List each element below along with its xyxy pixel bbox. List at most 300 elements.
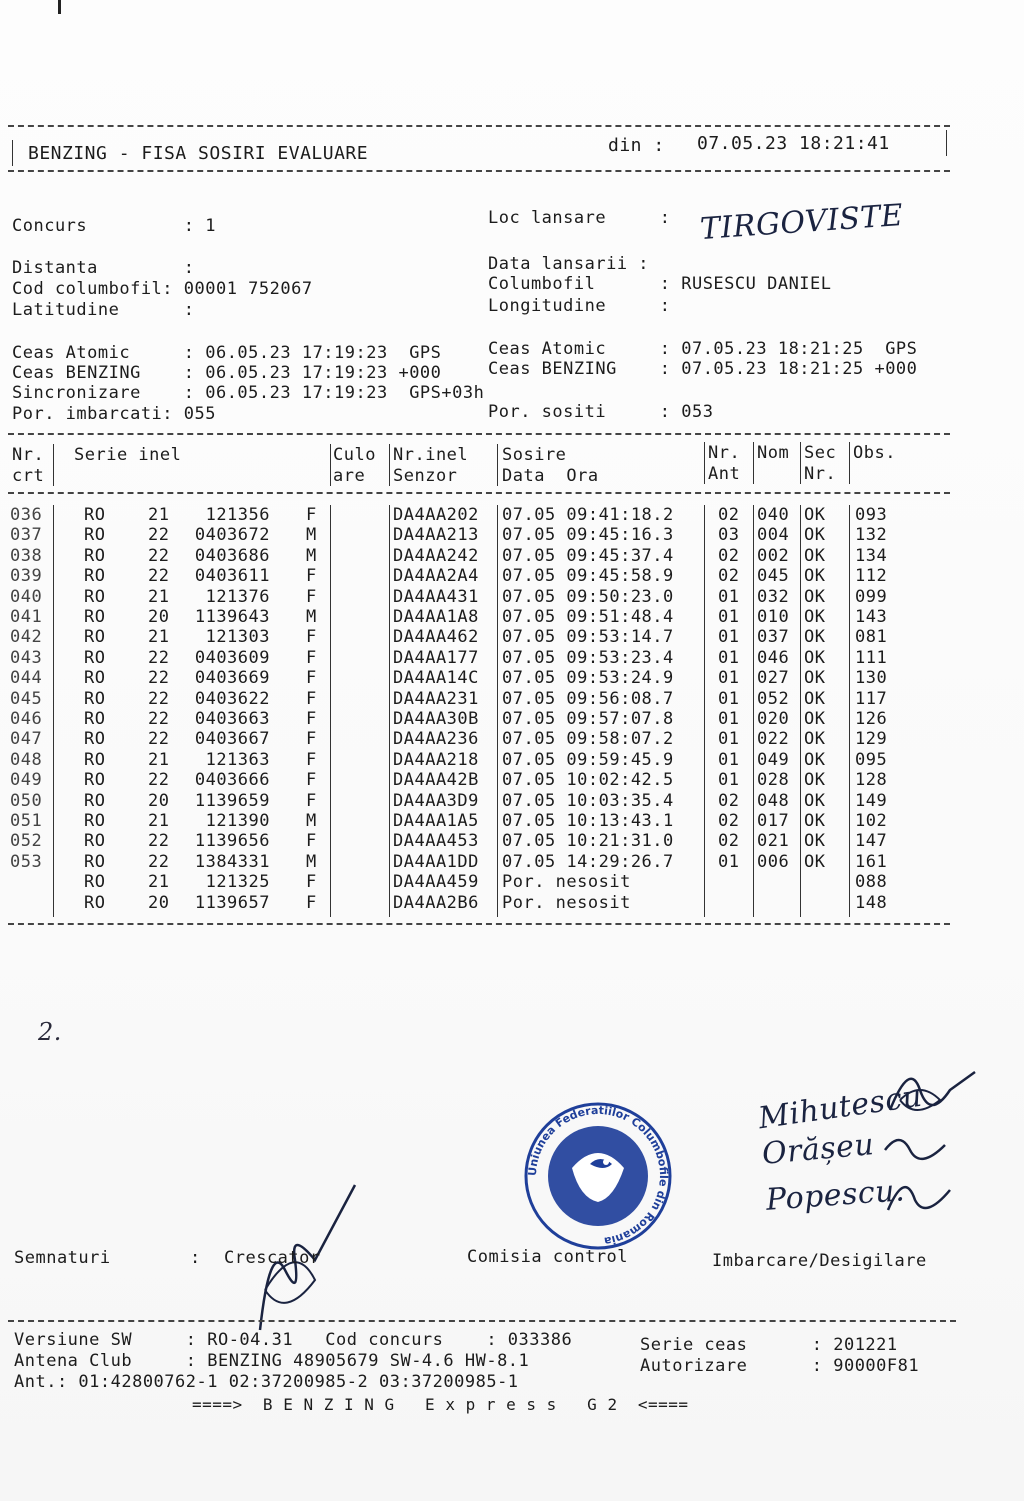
signature-name-2: Orășeu <box>760 1127 876 1172</box>
obs-cell: 128 <box>855 770 888 791</box>
sec-cell: OK <box>804 811 826 831</box>
country-cell: RO <box>84 770 106 791</box>
obs-cell: 130 <box>855 668 888 689</box>
obs-cell: 088 <box>855 872 888 893</box>
senzor-cell: DA4AA453 <box>393 831 479 852</box>
country-cell: RO <box>84 627 106 648</box>
nr-crt-cell: 037 <box>10 525 43 546</box>
col-culoare-header: Culo <box>333 445 376 465</box>
sex-cell: F <box>306 709 317 729</box>
senzor-cell: DA4AA431 <box>393 586 479 607</box>
nom-cell: 010 <box>757 607 790 627</box>
ring-number-cell: 0403663 <box>194 709 270 729</box>
header-bar-right <box>946 130 947 156</box>
obs-cell: 129 <box>855 729 888 750</box>
year-cell: 22 <box>148 525 170 546</box>
arrival-time-cell: 07.05 09:45:37.4 <box>502 545 674 566</box>
nom-cell: 049 <box>757 749 790 770</box>
country-cell: RO <box>84 545 106 566</box>
year-cell: 21 <box>148 811 170 831</box>
country-cell: RO <box>84 668 106 689</box>
nr-crt-cell: 053 <box>10 851 43 872</box>
country-cell: RO <box>84 607 106 627</box>
nr-crt-cell: 049 <box>10 770 43 791</box>
country-cell: RO <box>84 688 106 709</box>
antenna-cell: 01 <box>718 688 740 709</box>
senzor-cell: DA4AA242 <box>393 545 479 566</box>
table-row <box>0 505 1024 525</box>
sec-cell: OK <box>804 586 826 607</box>
col-nrinel-header: Nr.inel <box>393 445 469 465</box>
senzor-cell: DA4AA213 <box>393 525 479 546</box>
senzor-cell: DA4AA202 <box>393 505 479 525</box>
sex-cell: F <box>306 729 317 750</box>
table-row <box>0 852 1024 872</box>
col-sec-header-2: Nr. <box>804 464 837 484</box>
arrival-time-cell: 07.05 09:50:23.0 <box>502 586 674 607</box>
col-nrinel-header-2: Senzor <box>393 466 458 486</box>
obs-cell: 126 <box>855 709 888 729</box>
antena-club: Antena Club : BENZING 48905679 SW-4.6 HW-8.1 <box>14 1351 530 1371</box>
nom-cell: 004 <box>757 525 790 546</box>
rule <box>53 444 54 486</box>
sec-cell: OK <box>804 505 826 525</box>
nr-crt-cell: 047 <box>10 729 43 750</box>
porumbei-imbarcati: Por. imbarcati: 055 <box>12 404 216 424</box>
arrival-time-cell: 07.05 10:02:42.5 <box>502 770 674 791</box>
sec-cell: OK <box>804 790 826 811</box>
obs-cell: 148 <box>855 892 888 913</box>
din-label: din : <box>608 135 665 156</box>
cod-columbofil-field: Cod columbofil: 00001 752067 <box>12 279 313 299</box>
country-cell: RO <box>84 851 106 872</box>
nom-cell: 006 <box>757 851 790 872</box>
sex-cell: F <box>306 749 317 770</box>
year-cell: 22 <box>148 729 170 750</box>
rule <box>704 442 705 484</box>
ring-number-cell: 1139643 <box>194 607 270 627</box>
senzor-cell: DA4AA459 <box>393 872 479 893</box>
col-nr-header-2: crt <box>12 466 45 486</box>
antene-list: Ant.: 01:42800762-1 02:37200985-2 03:37200985-1 <box>14 1372 519 1392</box>
table-row <box>0 791 1024 811</box>
sex-cell: M <box>306 607 317 627</box>
divider <box>8 1320 956 1322</box>
col-sec-header: Sec <box>804 443 837 463</box>
comisia-control-label: Comisia control <box>467 1247 629 1267</box>
sex-cell: F <box>306 831 317 852</box>
sex-cell: M <box>306 851 317 872</box>
arrival-time-cell: 07.05 09:45:58.9 <box>502 566 674 587</box>
nr-crt-cell: 051 <box>10 811 43 831</box>
senzor-cell: DA4AA2A4 <box>393 566 479 587</box>
divider <box>8 170 950 172</box>
sex-cell: F <box>306 668 317 689</box>
ring-number-cell: 0403609 <box>194 647 270 668</box>
sex-cell: F <box>306 627 317 648</box>
obs-cell: 134 <box>855 545 888 566</box>
signature-name-1: Mihutescu <box>756 1078 925 1137</box>
sec-cell: OK <box>804 627 826 648</box>
semnaturi-colon: : <box>190 1248 201 1268</box>
sex-cell: F <box>306 505 317 525</box>
ring-number-cell: 121356 <box>205 505 270 525</box>
col-culoare-header-2: are <box>333 466 366 486</box>
col-nom-header: Nom <box>757 443 790 463</box>
table-row <box>0 750 1024 770</box>
country-cell: RO <box>84 831 106 852</box>
nom-cell: 048 <box>757 790 790 811</box>
divider <box>8 433 950 435</box>
country-cell: RO <box>84 647 106 668</box>
ring-number-cell: 0403666 <box>194 770 270 791</box>
senzor-cell: DA4AA177 <box>393 647 479 668</box>
arrival-time-cell: 07.05 09:56:08.7 <box>502 688 674 709</box>
senzor-cell: DA4AA30B <box>393 709 479 729</box>
col-serie-header: Serie inel <box>74 445 182 465</box>
federation-stamp <box>520 1098 676 1254</box>
arrival-time-cell: 07.05 10:13:43.1 <box>502 811 674 831</box>
table-row <box>0 811 1024 831</box>
ring-number-cell: 0403669 <box>194 668 270 689</box>
ceas-benzing-end: Ceas BENZING : 07.05.23 18:21:25 +000 <box>488 359 918 379</box>
nom-cell: 046 <box>757 647 790 668</box>
table-row <box>0 566 1024 586</box>
ring-number-cell: 0403667 <box>194 729 270 750</box>
rule <box>497 444 498 486</box>
report-title: BENZING - FISA SOSIRI EVALUARE <box>28 143 369 164</box>
nom-cell: 037 <box>757 627 790 648</box>
antenna-cell: 01 <box>718 770 740 791</box>
antenna-cell: 03 <box>718 525 740 546</box>
arrival-time-cell: 07.05 09:45:16.3 <box>502 525 674 546</box>
antenna-cell: 01 <box>718 668 740 689</box>
table-row <box>0 831 1024 851</box>
antenna-cell: 01 <box>718 749 740 770</box>
stamp-text: Uniunea Federatiilor Columbofile din Romania <box>525 1103 671 1248</box>
arrival-time-cell: 07.05 14:29:26.7 <box>502 851 674 872</box>
senzor-cell: DA4AA2B6 <box>393 892 479 913</box>
nr-crt-cell: 038 <box>10 545 43 566</box>
table-row <box>0 709 1024 729</box>
year-cell: 22 <box>148 851 170 872</box>
antenna-cell: 01 <box>718 729 740 750</box>
arrival-time-cell: 07.05 09:51:48.4 <box>502 607 674 627</box>
nr-crt-cell: 048 <box>10 749 43 770</box>
country-cell: RO <box>84 505 106 525</box>
loc-lansare-field: Loc lansare : <box>488 208 671 228</box>
table-row <box>0 770 1024 790</box>
obs-cell: 112 <box>855 566 888 587</box>
obs-cell: 161 <box>855 851 888 872</box>
nom-cell: 027 <box>757 668 790 689</box>
rule <box>849 442 850 484</box>
serie-ceas: Serie ceas : 201221 <box>640 1335 898 1355</box>
autorizare: Autorizare : 90000F81 <box>640 1356 920 1376</box>
sex-cell: F <box>306 586 317 607</box>
senzor-cell: DA4AA1DD <box>393 851 479 872</box>
senzor-cell: DA4AA236 <box>393 729 479 750</box>
divider <box>8 125 950 127</box>
distanta-field: Distanta : <box>12 258 195 278</box>
header-bar-left <box>12 140 13 166</box>
signature-name-3: Popescu. <box>764 1173 907 1218</box>
arrival-time-cell: 07.05 09:59:45.9 <box>502 749 674 770</box>
benzing-express-banner: ====> B E N Z I N G E x p r e s s G 2 <==== <box>192 1395 689 1414</box>
nom-cell: 032 <box>757 586 790 607</box>
imbarcare-label: Imbarcare/Desigilare <box>712 1251 927 1271</box>
year-cell: 20 <box>148 607 170 627</box>
scan-mark <box>58 0 61 14</box>
ring-number-cell: 0403611 <box>194 566 270 587</box>
din-value: 07.05.23 18:21:41 <box>697 133 890 154</box>
arrival-time-cell: 07.05 09:53:24.9 <box>502 668 674 689</box>
table-row <box>0 546 1024 566</box>
country-cell: RO <box>84 790 106 811</box>
col-ant-header-2: Ant <box>708 464 741 484</box>
sec-cell: OK <box>804 770 826 791</box>
table-row <box>0 607 1024 627</box>
columbofil-field: Columbofil : RUSESCU DANIEL <box>488 274 832 294</box>
sex-cell: M <box>306 545 317 566</box>
sec-cell: OK <box>804 851 826 872</box>
antenna-cell: 02 <box>718 566 740 587</box>
ring-number-cell: 121363 <box>205 749 270 770</box>
sec-cell: OK <box>804 668 826 689</box>
sec-cell: OK <box>804 729 826 750</box>
versiune-sw: Versiune SW : RO-04.31 Cod concurs : 033386 <box>14 1330 573 1350</box>
table-row <box>0 627 1024 647</box>
sex-cell: M <box>306 525 317 546</box>
obs-cell: 147 <box>855 831 888 852</box>
senzor-cell: DA4AA42B <box>393 770 479 791</box>
loc-lansare-handwritten: TIRGOVISTE <box>698 197 905 248</box>
col-obs-header: Obs. <box>853 443 896 463</box>
year-cell: 22 <box>148 770 170 791</box>
year-cell: 22 <box>148 688 170 709</box>
country-cell: RO <box>84 892 106 913</box>
arrival-time-cell: Por. nesosit <box>502 892 631 913</box>
ring-number-cell: 121303 <box>205 627 270 648</box>
concurs-field: Concurs : 1 <box>12 216 216 236</box>
latitudine-field: Latitudine : <box>12 300 195 320</box>
nom-cell: 028 <box>757 770 790 791</box>
antenna-cell: 02 <box>718 811 740 831</box>
obs-cell: 111 <box>855 647 888 668</box>
antenna-cell: 01 <box>718 851 740 872</box>
senzor-cell: DA4AA462 <box>393 627 479 648</box>
ring-number-cell: 1139656 <box>194 831 270 852</box>
nr-crt-cell: 042 <box>10 627 43 648</box>
senzor-cell: DA4AA1A8 <box>393 607 479 627</box>
nom-cell: 002 <box>757 545 790 566</box>
arrival-time-cell: 07.05 10:21:31.0 <box>502 831 674 852</box>
nom-cell: 017 <box>757 811 790 831</box>
country-cell: RO <box>84 525 106 546</box>
ring-number-cell: 121376 <box>205 586 270 607</box>
country-cell: RO <box>84 586 106 607</box>
sex-cell: F <box>306 688 317 709</box>
obs-cell: 117 <box>855 688 888 709</box>
arrival-time-cell: 07.05 10:03:35.4 <box>502 790 674 811</box>
senzor-cell: DA4AA218 <box>393 749 479 770</box>
nom-cell: 052 <box>757 688 790 709</box>
year-cell: 20 <box>148 790 170 811</box>
ceas-atomic-start: Ceas Atomic : 06.05.23 17:19:23 GPS <box>12 343 442 363</box>
col-sosire-header-2: Data Ora <box>502 466 599 486</box>
rule <box>800 442 801 484</box>
antenna-cell: 02 <box>718 505 740 525</box>
year-cell: 21 <box>148 749 170 770</box>
sex-cell: F <box>306 790 317 811</box>
obs-cell: 081 <box>855 627 888 648</box>
country-cell: RO <box>84 872 106 893</box>
table-row <box>0 872 1024 892</box>
arrival-time-cell: 07.05 09:53:14.7 <box>502 627 674 648</box>
nr-crt-cell: 045 <box>10 688 43 709</box>
obs-cell: 132 <box>855 525 888 546</box>
nom-cell: 020 <box>757 709 790 729</box>
year-cell: 21 <box>148 872 170 893</box>
ring-number-cell: 0403672 <box>194 525 270 546</box>
nr-crt-cell: 041 <box>10 607 43 627</box>
year-cell: 20 <box>148 892 170 913</box>
semnaturi-label: Semnaturi <box>14 1248 111 1268</box>
obs-cell: 149 <box>855 790 888 811</box>
year-cell: 21 <box>148 627 170 648</box>
antenna-cell: 02 <box>718 831 740 852</box>
longitudine-field: Longitudine : <box>488 296 671 316</box>
obs-cell: 093 <box>855 505 888 525</box>
senzor-cell: DA4AA1A5 <box>393 811 479 831</box>
table-row <box>0 668 1024 688</box>
signature-scribbles <box>880 1050 990 1230</box>
antenna-cell: 02 <box>718 790 740 811</box>
nom-cell: 045 <box>757 566 790 587</box>
antenna-cell: 02 <box>718 545 740 566</box>
obs-cell: 095 <box>855 749 888 770</box>
ring-number-cell: 121390 <box>205 811 270 831</box>
sec-cell: OK <box>804 709 826 729</box>
ceas-benzing-start: Ceas BENZING : 06.05.23 17:19:23 +000 <box>12 363 442 383</box>
col-ant-header: Nr. <box>708 443 741 463</box>
table-row <box>0 525 1024 545</box>
sex-cell: F <box>306 647 317 668</box>
obs-cell: 099 <box>855 586 888 607</box>
nr-crt-cell: 052 <box>10 831 43 852</box>
nom-cell: 021 <box>757 831 790 852</box>
country-cell: RO <box>84 811 106 831</box>
antenna-cell: 01 <box>718 607 740 627</box>
obs-cell: 102 <box>855 811 888 831</box>
sec-cell: OK <box>804 688 826 709</box>
sec-cell: OK <box>804 525 826 546</box>
sec-cell: OK <box>804 831 826 852</box>
sex-cell: F <box>306 872 317 893</box>
obs-cell: 143 <box>855 607 888 627</box>
porumbei-sositi: Por. sositi : 053 <box>488 402 714 422</box>
arrival-time-cell: Por. nesosit <box>502 872 631 893</box>
year-cell: 22 <box>148 831 170 852</box>
ring-number-cell: 0403622 <box>194 688 270 709</box>
sex-cell: F <box>306 892 317 913</box>
nom-cell: 040 <box>757 505 790 525</box>
data-lansarii-field: Data lansarii : <box>488 254 650 274</box>
nr-crt-cell: 039 <box>10 566 43 587</box>
table-row <box>0 689 1024 709</box>
ceas-atomic-end: Ceas Atomic : 07.05.23 18:21:25 GPS <box>488 339 918 359</box>
ring-number-cell: 1384331 <box>194 851 270 872</box>
nr-crt-cell: 050 <box>10 790 43 811</box>
ring-number-cell: 121325 <box>205 872 270 893</box>
antenna-cell: 01 <box>718 647 740 668</box>
table-row <box>0 729 1024 749</box>
year-cell: 22 <box>148 545 170 566</box>
rule <box>389 444 390 486</box>
sec-cell: OK <box>804 647 826 668</box>
arrival-time-cell: 07.05 09:53:23.4 <box>502 647 674 668</box>
col-nr-header: Nr. <box>12 445 45 465</box>
sincronizare-field: Sincronizare : 06.05.23 17:19:23 GPS+03h <box>12 383 485 403</box>
sec-cell: OK <box>804 566 826 587</box>
table-row <box>0 648 1024 668</box>
nr-crt-cell: 036 <box>10 505 43 525</box>
sec-cell: OK <box>804 749 826 770</box>
sec-cell: OK <box>804 545 826 566</box>
antenna-cell: 01 <box>718 586 740 607</box>
sex-cell: F <box>306 770 317 791</box>
arrival-time-cell: 07.05 09:41:18.2 <box>502 505 674 525</box>
page-mark-handwritten: 2. <box>38 1018 62 1046</box>
nr-crt-cell: 043 <box>10 647 43 668</box>
year-cell: 22 <box>148 668 170 689</box>
year-cell: 21 <box>148 505 170 525</box>
rule <box>753 442 754 484</box>
table-row <box>0 587 1024 607</box>
divider <box>8 492 950 494</box>
antenna-cell: 01 <box>718 627 740 648</box>
crescator-label: Crescator <box>224 1248 321 1268</box>
nr-crt-cell: 046 <box>10 709 43 729</box>
country-cell: RO <box>84 566 106 587</box>
country-cell: RO <box>84 729 106 750</box>
country-cell: RO <box>84 709 106 729</box>
arrival-time-cell: 07.05 09:58:07.2 <box>502 729 674 750</box>
sec-cell: OK <box>804 607 826 627</box>
nom-cell: 022 <box>757 729 790 750</box>
arrival-time-cell: 07.05 09:57:07.8 <box>502 709 674 729</box>
divider <box>8 923 950 925</box>
year-cell: 22 <box>148 566 170 587</box>
rule <box>330 444 331 486</box>
nr-crt-cell: 040 <box>10 586 43 607</box>
ring-number-cell: 1139657 <box>194 892 270 913</box>
senzor-cell: DA4AA231 <box>393 688 479 709</box>
senzor-cell: DA4AA14C <box>393 668 479 689</box>
ring-number-cell: 0403686 <box>194 545 270 566</box>
ring-number-cell: 1139659 <box>194 790 270 811</box>
sex-cell: M <box>306 811 317 831</box>
year-cell: 22 <box>148 647 170 668</box>
senzor-cell: DA4AA3D9 <box>393 790 479 811</box>
country-cell: RO <box>84 749 106 770</box>
year-cell: 22 <box>148 709 170 729</box>
nr-crt-cell: 044 <box>10 668 43 689</box>
col-sosire-header: Sosire <box>502 445 567 465</box>
sex-cell: F <box>306 566 317 587</box>
table-row <box>0 893 1024 913</box>
year-cell: 21 <box>148 586 170 607</box>
